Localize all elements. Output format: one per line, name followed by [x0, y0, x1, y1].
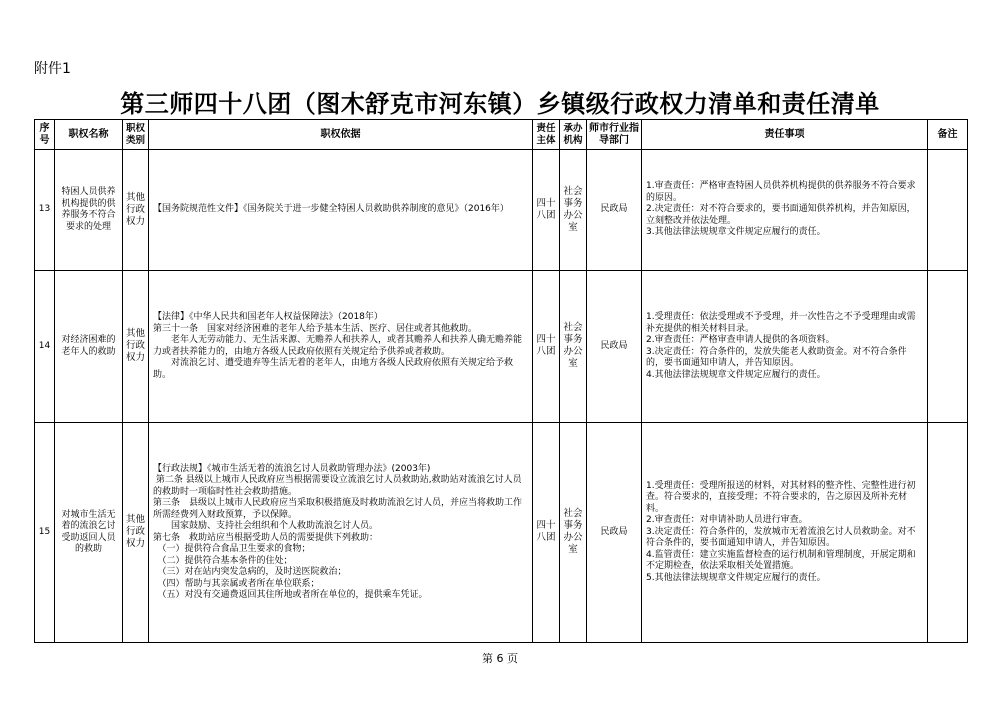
row-org: 社会事务办公室 [560, 423, 587, 643]
row-category: 其他行政权力 [123, 423, 149, 643]
row-duties: 1.受理责任：受理所报送的材料，对其材料的整齐性、完整性进行初查。符合要求的，直接受理；不符合要求的，告之原因及所补充材料。 2.审查责任：对申请补助人员进行审查。 3.决定责任：符合条件的，发放城市无着流浪乞讨人员救助金。对不符合条件的，要书面通知申请人，并告知原因。 4.监管责任：建立实施监督检查的运行机制和管理制度，开展定期和不定期检查，依法采取相关处置措施。 5.其他法律法规规章文件规定应履行的责任。 [642, 423, 928, 643]
row-org: 社会事务办公室 [560, 150, 587, 271]
attachment-label: 附件1 [34, 61, 71, 77]
row-duties: 1.审查责任：严格审查特困人员供养机构提供的供养服务不符合要求的原因。 2.决定责任：对不符合要求的，要书面通知供养机构，并告知原因，立刻整改并依法处理。 3.其他法律法规规章文件规定应履行的责任。 [642, 150, 928, 271]
header-subject: 责任主体 [533, 120, 560, 150]
table-row [35, 150, 968, 271]
page-number: 第 6 页 [482, 652, 518, 665]
row-duties: 1.受理责任：依法受理或不予受理，并一次性告之不予受理理由或需补充提供的相关材料目录。 2.审查责任：严格审查申请人提供的各项资料。 3.决定责任：符合条件的，发放失能老人救助资金。对不符合条件的，要书面通知申请人，并告知原因。 4.其他法律法规规章文件规定应履行的责任。 [642, 271, 928, 423]
row-guide: 民政局 [587, 271, 642, 423]
header-no: 序号 [35, 120, 55, 150]
row-subject: 四十八团 [533, 423, 560, 643]
header-remark: 备注 [928, 120, 968, 150]
header-duties: 责任事项 [642, 120, 928, 150]
row-remark [928, 150, 968, 271]
row-basis: 【国务院规范性文件】《国务院关于进一步健全特困人员救助供养制度的意见》（2016年） [149, 150, 533, 271]
row-category: 其他行政权力 [123, 150, 149, 271]
row-name: 对经济困难的老年人的救助 [55, 271, 123, 423]
row-subject: 四十八团 [533, 150, 560, 271]
power-responsibility-table [34, 119, 968, 643]
header-category: 职权类别 [123, 120, 149, 150]
row-remark [928, 271, 968, 423]
row-basis: 【法律】《中华人民共和国老年人权益保障法》（2018年） 第三十一条 国家对经济困难的老年人给予基本生活、医疗、居住或者其他救助。 老年人无劳动能力、无生活来源、无赡养人和扶养人，或者其赡养人和扶养人确无赡养能力或者扶养能力的，由地方各级人民政府依照有关规定给予供养或者救助。 对流浪乞讨、遭受遗弃等生活无着的老年人，由地方各级人民政府依照有关规定给予救助。 [149, 271, 533, 423]
row-name: 特困人员供养机构提供的供养服务不符合要求的处理 [55, 150, 123, 271]
table-row [35, 423, 968, 643]
row-no: 15 [35, 423, 55, 643]
row-basis: 【行政法规】《城市生活无着的流浪乞讨人员救助管理办法》(2003年) 第二条 县级以上城市人民政府应当根据需要设立流浪乞讨人员救助站,救助站对流浪乞讨人员的救助时一项临时性社会救助措施。 第三条 县级以上城市人民政府应当采取积极措施及时救助流浪乞讨人员，并应当将救助工作所需经费列入财政预算，予以保障。 国家鼓励、支持社会组织和个人救助流浪乞讨人员。 第七条 救助站应当根据受助人员的需要提供下列救助： （一）提供符合食品卫生要求的食物； （二）提供符合基本条件的住处； （三）对在站内突发急病的，及时送医院救治； （四）帮助与其亲属或者所在单位联系； （五）对没有交通费返回其住所地或者所在单位的，提供乘车凭证。 [149, 423, 533, 643]
row-name: 对城市生活无着的流浪乞讨受助返回人员的救助 [55, 423, 123, 643]
header-org: 承办机构 [560, 120, 587, 150]
row-subject: 四十八团 [533, 271, 560, 423]
row-guide: 民政局 [587, 423, 642, 643]
row-remark [928, 423, 968, 643]
row-category: 其他行政权力 [123, 271, 149, 423]
table-header-row [35, 120, 968, 150]
document-title: 第三师四十八团（图木舒克市河东镇）乡镇级行政权力清单和责任清单 [120, 89, 880, 118]
table-row [35, 271, 968, 423]
header-basis: 职权依据 [149, 120, 533, 150]
header-name: 职权名称 [55, 120, 123, 150]
row-no: 14 [35, 271, 55, 423]
row-guide: 民政局 [587, 150, 642, 271]
header-guide: 师市行业指导部门 [587, 120, 642, 150]
row-no: 13 [35, 150, 55, 271]
row-org: 社会事务办公室 [560, 271, 587, 423]
